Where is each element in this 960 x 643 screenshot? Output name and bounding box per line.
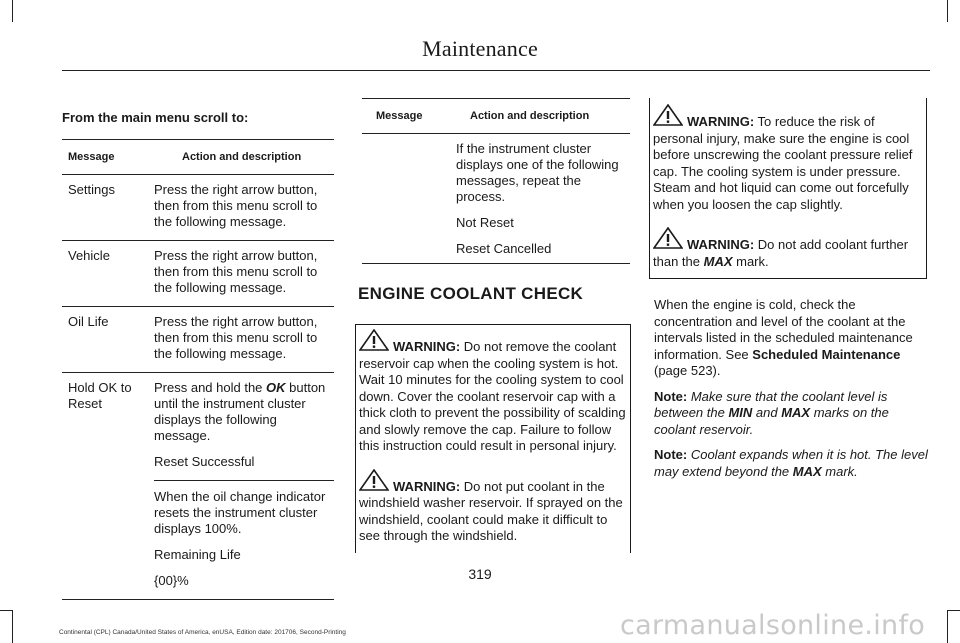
note-text: marks on the coolant reservoir.	[654, 405, 889, 437]
note-paragraph	[654, 447, 930, 480]
note-text: Make sure that the coolant level is between the	[654, 388, 888, 420]
table-header-row	[362, 99, 630, 134]
ok-button-label: OK	[266, 380, 286, 395]
warning-box	[355, 324, 631, 553]
crop-mark	[12, 610, 13, 643]
action-text-part: Press and hold the	[154, 380, 267, 395]
footer-text: Continental (CPL) Canada/United States of America, enUSA, Edition date: 201706, Second-Printing	[59, 629, 346, 636]
warning-label: WARNING:	[687, 237, 755, 252]
column-2	[358, 98, 630, 553]
message-cell: Vehicle	[62, 241, 150, 307]
column-header-message: Message	[362, 99, 452, 134]
crop-mark	[12, 0, 13, 22]
action-text-part: button until the instrument cluster displays the following message.	[154, 380, 326, 443]
max-mark-label: MAX	[781, 405, 811, 420]
warning-text	[653, 104, 925, 213]
warning-body: Do not put coolant in the windshield washer reservoir. If sprayed on the windshield, coolant could make it difficult to see through the windshield.	[359, 478, 623, 543]
note-text: and	[752, 405, 782, 420]
display-message: {00}%	[154, 573, 189, 588]
warning-body: To reduce the risk of personal injury, make sure the engine is cool before unscrewing the coolant pressure relief cap. The cooling system is under pressure. Steam and hot liquid can come out forcefully when you loosen the cap slightly.	[653, 114, 913, 212]
action-cell: Press the right arrow button, then from this menu scroll to the following message.	[150, 241, 334, 307]
page-number: 319	[468, 566, 492, 582]
display-message: Reset Cancelled	[456, 241, 552, 256]
warning-label: WARNING:	[687, 114, 755, 129]
warning-label: WARNING:	[393, 478, 461, 494]
action-text	[154, 380, 334, 444]
warning-triangle-icon	[359, 469, 389, 496]
message-table	[362, 98, 630, 264]
action-text	[154, 480, 334, 537]
page-title: Maintenance	[422, 36, 538, 61]
max-mark-label: MAX	[792, 463, 822, 479]
warning-box	[649, 98, 927, 279]
min-mark-label: MIN	[728, 405, 753, 420]
watermark: carmanualsonline.info	[620, 610, 926, 641]
warning-label: WARNING:	[393, 339, 461, 354]
display-message: Not Reset	[456, 215, 514, 230]
table-row	[62, 307, 334, 373]
crop-mark	[947, 610, 960, 611]
column-header-action: Action and description	[452, 99, 630, 134]
crop-mark	[0, 610, 12, 611]
body-paragraph	[654, 297, 930, 380]
crop-mark	[947, 0, 948, 22]
message-cell	[362, 134, 452, 264]
warning-text	[359, 469, 629, 545]
note-paragraph	[654, 389, 930, 439]
section-heading: ENGINE COOLANT CHECK	[358, 284, 584, 303]
warning-body: Do not remove the coolant reservoir cap when the cooling system is hot. Wait 10 minutes for the cooling system to cool down. Cover the coolant reservoir cap with a thick cloth to prevent the possibility of scalding and slowly remove the cap. Failure to follow this instruction could result in personal injury.	[359, 339, 626, 453]
warning-text	[653, 227, 925, 270]
action-text-part: When the oil change indicator resets the instrument cluster displays 100%.	[154, 489, 326, 536]
warning-body: Do not add coolant further than the	[653, 237, 909, 269]
crop-mark	[947, 610, 948, 643]
column-3	[654, 98, 930, 489]
warning-triangle-icon	[653, 104, 683, 131]
paragraph-text: When the engine is cold, check the concentration and level of the coolant at the intervals listed in the scheduled maintenance information. See	[654, 297, 913, 362]
action-cell	[452, 134, 630, 264]
message-table	[62, 139, 334, 600]
warning-triangle-icon	[653, 227, 683, 254]
table-row	[362, 134, 630, 264]
table-row	[62, 175, 334, 241]
action-cell: Press the right arrow button, then from this menu scroll to the following message.	[150, 175, 334, 241]
cross-reference-link[interactable]: Scheduled Maintenance	[752, 346, 901, 362]
column-header-action: Action and description	[150, 140, 334, 175]
note-text: mark.	[821, 463, 858, 479]
note-text: Coolant expands when it is hot. The level may extend beyond the	[654, 447, 928, 479]
display-message: Reset Successful	[154, 454, 255, 469]
max-mark-label: MAX	[703, 253, 733, 269]
message-cell: Settings	[62, 175, 150, 241]
action-text: If the instrument cluster displays one of the following messages, repeat the process.	[456, 141, 619, 204]
note-label: Note:	[654, 388, 688, 404]
table-lead-text: From the main menu scroll to:	[62, 110, 249, 125]
warning-triangle-icon	[359, 329, 389, 356]
message-cell: Oil Life	[62, 307, 150, 373]
column-header-message: Message	[62, 140, 150, 175]
table-row	[62, 241, 334, 307]
note-label: Note:	[654, 447, 688, 462]
warning-text	[359, 329, 629, 455]
action-cell: Press the right arrow button, then from this menu scroll to the following message.	[150, 307, 334, 373]
header-rule	[62, 70, 930, 71]
paragraph-text: (page 523).	[654, 363, 721, 378]
column-1	[62, 110, 334, 600]
table-header-row	[62, 140, 334, 175]
warning-body: mark.	[732, 253, 769, 269]
message-cell: Hold OK to Reset	[62, 373, 150, 600]
display-message: Remaining Life	[154, 547, 241, 562]
